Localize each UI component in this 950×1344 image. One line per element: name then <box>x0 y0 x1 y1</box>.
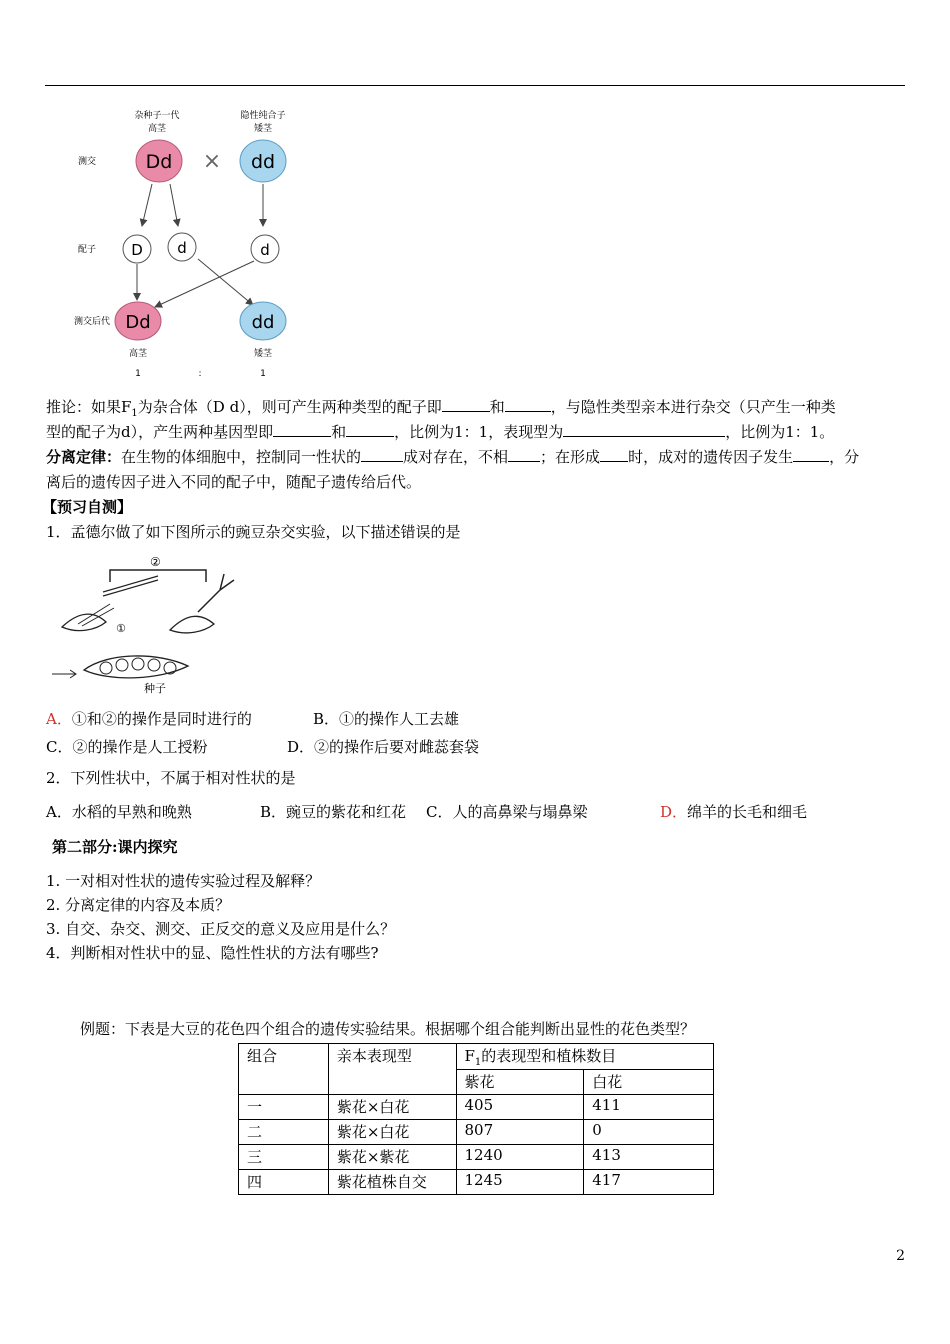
ratio-colon: : <box>198 369 202 379</box>
blank-law-3[interactable] <box>600 447 628 462</box>
cell-parent: 紫花×白花 <box>328 1095 456 1120</box>
cell-group: 四 <box>239 1170 329 1195</box>
blank-law-4[interactable] <box>793 447 829 462</box>
header-f1 <box>456 1044 714 1070</box>
inference-text-a3: 和 <box>489 398 505 416</box>
part2-heading: 第二部分:课内探究 <box>52 838 178 856</box>
q2-option-a[interactable]: A．水稻的早熟和晚熟 <box>46 803 192 821</box>
header-f1-prefix: F <box>464 1047 475 1065</box>
q1-option-b[interactable]: B．①的操作人工去雄 <box>313 710 460 728</box>
header-rule <box>45 85 905 86</box>
q2-option-d[interactable] <box>660 801 807 823</box>
flower-color-table <box>238 1043 714 1195</box>
cell-purple: 1240 <box>456 1145 584 1170</box>
blank-genotype-1[interactable] <box>273 422 331 437</box>
cell-purple: 807 <box>456 1120 584 1145</box>
inference-text-a4: ，与隐性类型亲本进行杂交（只产生一种类 <box>550 398 836 416</box>
ratio-right: 1 <box>260 369 266 379</box>
circled-1-label: ① <box>116 622 126 635</box>
header-parent: 亲本表现型 <box>328 1044 456 1095</box>
example-text: 例题：下表是大豆的花色四个组合的遗传实验结果。根据哪个组合能判断出显性的花色类型？ <box>80 1020 696 1038</box>
header-group: 组合 <box>239 1044 329 1095</box>
pea-cross-figure <box>48 552 243 697</box>
cell-purple: 405 <box>456 1095 584 1120</box>
cross-sign: × <box>202 149 222 174</box>
cell-white: 417 <box>584 1170 714 1195</box>
header-purple: 紫花 <box>456 1070 584 1095</box>
blank-law-2[interactable] <box>508 447 540 462</box>
question-1: 1．孟德尔做了如下图所示的豌豆杂交实验，以下描述错误的是 <box>46 523 461 541</box>
page-number: 2 <box>896 1248 905 1264</box>
question-2: 2．下列性状中，不属于相对性状的是 <box>46 769 296 787</box>
table-row <box>239 1095 714 1120</box>
offspring1-genotype: Dd <box>125 312 151 333</box>
cell-parent: 紫花×紫花 <box>328 1145 456 1170</box>
inference-sub: 1 <box>131 408 138 419</box>
q1-option-a[interactable] <box>46 708 252 730</box>
ratio-left: 1 <box>135 369 141 379</box>
inference-text-b1: 型的配子为d），产生两种基因型即 <box>46 423 274 441</box>
gamete-D: D <box>131 241 143 259</box>
part2-item-3: 3. 自交、杂交、测交、正反交的意义及应用是什么？ <box>46 920 396 938</box>
parent1-genotype: Dd <box>145 151 173 173</box>
cell-group: 二 <box>239 1120 329 1145</box>
law-text-c1: 在生物的体细胞中，控制同一性状的 <box>121 448 362 466</box>
offspring1-phenotype: 高茎 <box>128 349 148 359</box>
testcross-diagram <box>60 100 320 385</box>
cell-parent: 紫花植株自交 <box>328 1170 456 1195</box>
arrow-d2-offspring <box>155 261 254 307</box>
inference-text-a2: 为杂合体（D d），则可产生两种类型的配子即 <box>137 398 442 416</box>
arrow-p1-gamete-D <box>142 184 152 226</box>
circled-2-label: ② <box>150 555 161 569</box>
blank-genotype-2[interactable] <box>346 422 394 437</box>
inference-text-b4: ，比例为1：1。 <box>725 423 835 441</box>
parent2-phenotype-label: 矮茎 <box>253 124 273 134</box>
cell-group: 三 <box>239 1145 329 1170</box>
law-line-2 <box>46 471 421 493</box>
table-header-row <box>239 1044 714 1070</box>
law-label: 分离定律： <box>46 448 122 466</box>
table-row <box>239 1120 714 1145</box>
offspring2-genotype: dd <box>251 312 275 333</box>
part2-item-1: 1. 一对相对性状的遗传实验过程及解释？ <box>46 872 321 890</box>
inference-text-b2: 和 <box>331 423 347 441</box>
cell-white: 413 <box>584 1145 714 1170</box>
header-white: 白花 <box>584 1070 714 1095</box>
parent2-top-label: 隐性纯合子 <box>240 111 286 121</box>
arrow-d1-offspring <box>198 259 253 305</box>
law-text-d1: 离后的遗传因子进入不同的配子中，随配子遗传给后代。 <box>46 473 422 491</box>
table-row <box>239 1170 714 1195</box>
gamete-d2: d <box>260 241 270 259</box>
seed-label: 种子 <box>144 682 166 695</box>
gamete-d1: d <box>177 239 187 257</box>
row-label-gamete: 配子 <box>78 245 97 255</box>
law-text-c5: ，分 <box>829 448 860 466</box>
law-text-c3: ；在形成 <box>540 448 601 466</box>
law-text-c4: 时，成对的遗传因子发生 <box>628 448 794 466</box>
q1-option-d[interactable]: D．②的操作后要对雌蕊套袋 <box>287 738 480 756</box>
inference-text-a1: 推论：如果F <box>46 398 132 416</box>
q2-option-b[interactable]: B．豌豆的紫花和红花 <box>260 803 407 821</box>
cell-purple: 1245 <box>456 1170 584 1195</box>
offspring2-phenotype: 矮茎 <box>253 349 273 359</box>
q2-option-c[interactable]: C．人的高鼻梁与塌鼻梁 <box>426 803 588 821</box>
header-f1-suffix: 的表现型和植株数目 <box>481 1047 617 1065</box>
cell-parent: 紫花×白花 <box>328 1120 456 1145</box>
blank-gamete-1[interactable] <box>442 397 490 412</box>
q1-option-a-letter: A． <box>46 710 72 728</box>
q2-option-d-text: 绵羊的长毛和细毛 <box>687 803 808 821</box>
cell-white: 411 <box>584 1095 714 1120</box>
blank-law-1[interactable] <box>361 447 403 462</box>
q2-option-d-letter: D． <box>660 803 688 821</box>
arrow-p1-gamete-d <box>170 184 178 226</box>
q1-option-c[interactable]: C．②的操作是人工授粉 <box>46 738 208 756</box>
blank-gamete-2[interactable] <box>505 397 551 412</box>
preview-heading: 【预习自测】 <box>42 498 133 516</box>
law-line-1 <box>46 446 859 468</box>
row-label-offspring: 测交后代 <box>74 317 111 327</box>
row-label-testcross: 测交 <box>78 157 97 167</box>
header-f1-sub: 1 <box>474 1057 482 1068</box>
parent1-phenotype-label: 高茎 <box>147 124 167 134</box>
part2-item-4: 4．判断相对性状中的显、隐性性状的方法有哪些? <box>46 944 379 962</box>
parent1-top-label: 杂种子一代 <box>134 111 180 121</box>
q1-option-a-text: ①和②的操作是同时进行的 <box>71 710 252 728</box>
part2-item-2: 2. 分离定律的内容及本质？ <box>46 896 231 914</box>
parent2-genotype: dd <box>250 151 276 173</box>
table-row <box>239 1145 714 1170</box>
inference-text-b3: ，比例为1：1，表现型为 <box>394 423 564 441</box>
blank-phenotype[interactable] <box>563 422 725 437</box>
cell-white: 0 <box>584 1120 714 1145</box>
cell-group: 一 <box>239 1095 329 1120</box>
law-text-c2: 成对存在，不相 <box>403 448 509 466</box>
inference-line-2 <box>46 421 834 443</box>
